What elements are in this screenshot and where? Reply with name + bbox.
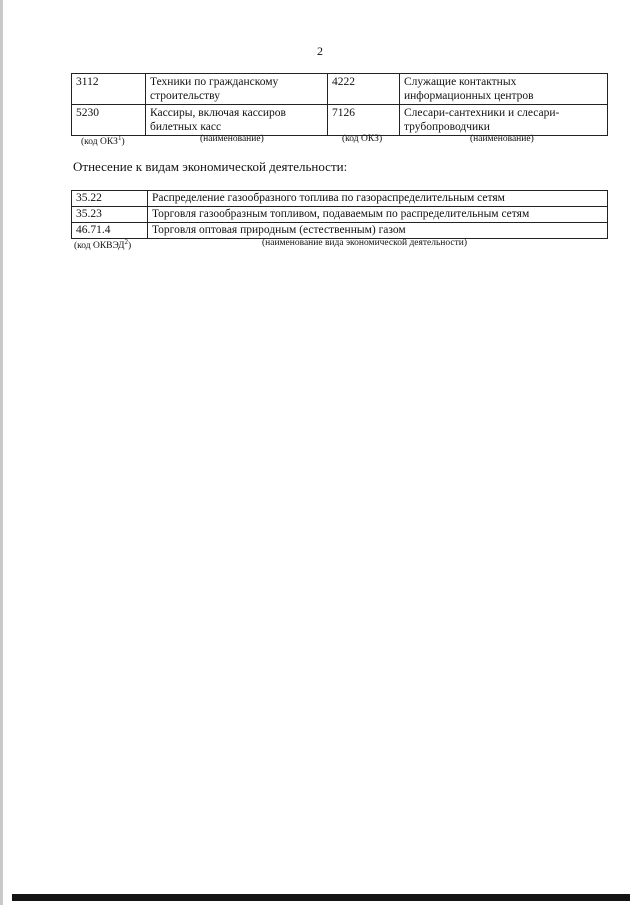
okz-code-caption-close: ) [121, 137, 125, 148]
okz-name-caption-2: (наименование) [470, 134, 534, 144]
okved-code-cell: 35.23 [72, 207, 148, 223]
okved-code-cell: 46.71.4 [72, 223, 148, 239]
table-row [72, 223, 608, 239]
okved-code-caption-close: ) [127, 241, 132, 252]
okz-name-cell: Служащие контактных информационных центров [400, 74, 608, 105]
okz-name-caption: (наименование) [200, 134, 264, 144]
table-row [72, 191, 608, 207]
okved-section-title: Отнесение к видам экономической деятельности: [73, 159, 348, 174]
okved-name-cell: Торговля газообразным топливом, подаваемым по распределительным сетям [148, 207, 608, 223]
okz-code-cell: 4222 [328, 74, 400, 105]
okz-code-caption-text: (код ОКЗ [81, 137, 118, 148]
okved-code-cell: 35.22 [72, 191, 148, 207]
scan-edge-left [0, 0, 3, 905]
okz-name-cell: Техники по гражданскому строительству [146, 74, 328, 105]
okz-code-cell: 3112 [72, 74, 146, 105]
okved-table [71, 190, 608, 239]
okved-code-caption-text: (код ОКВЭД [74, 241, 125, 252]
okved-code-caption [74, 238, 131, 251]
table-row [72, 207, 608, 223]
okz-table [71, 73, 608, 136]
okz-code-cell: 7126 [328, 105, 400, 136]
okz-name-cell: Слесари-сантехники и слесари-трубопроводчики [400, 105, 608, 136]
footnote-marker: 2 [124, 238, 128, 246]
okved-name-cell: Торговля оптовая природным (естественным) газом [148, 223, 608, 239]
page-number: 2 [317, 44, 323, 58]
okz-code-caption [81, 134, 125, 147]
table-row [72, 74, 608, 105]
table-row [72, 105, 608, 136]
okz-code-cell: 5230 [72, 105, 146, 136]
okz-name-cell: Кассиры, включая кассиров билетных касс [146, 105, 328, 136]
okz-code-caption-2: (код ОКЗ) [342, 134, 383, 144]
scan-edge-bottom [12, 894, 630, 901]
okved-name-cell: Распределение газообразного топлива по газораспределительным сетям [148, 191, 608, 207]
footnote-marker: 1 [117, 134, 122, 142]
okved-name-caption: (наименование вида экономической деятельности) [262, 238, 467, 248]
